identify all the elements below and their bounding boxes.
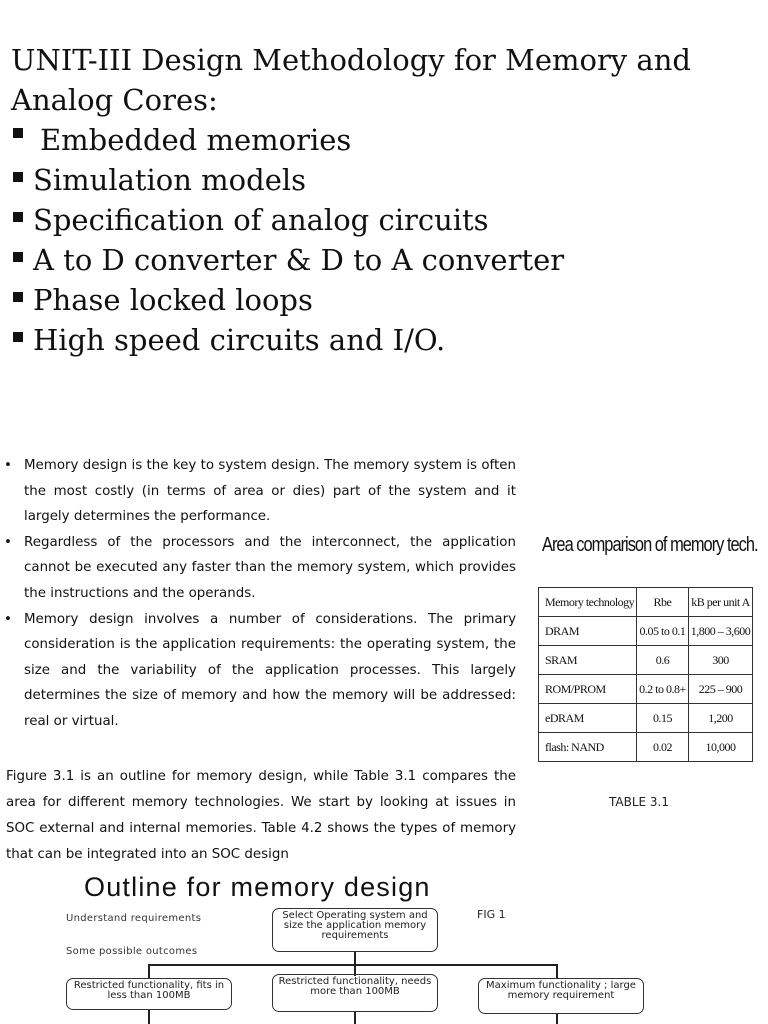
- slide-heading: [11, 40, 711, 360]
- connector-line: [556, 1014, 558, 1024]
- table-title: Area comparison of memory tech.: [542, 534, 758, 556]
- square-bullet-icon: [13, 128, 23, 138]
- memory-design-bullets: [4, 453, 516, 735]
- bullet-item: • Memory design involves a number of considerations. The primary consideration is the application requirements: the operating system, the size and the variability of the application processes. This largely determines the size of memory and how the memory will be addressed: real or virtual.: [4, 607, 516, 735]
- memory-area-table: [538, 587, 753, 762]
- square-bullet-icon: [13, 292, 23, 302]
- table-row: SRAM 0.6 300: [539, 646, 753, 675]
- heading-title: UNIT-III Design Methodology for Memory and Analog Cores:: [11, 43, 691, 117]
- table-row: flash: NAND 0.02 10,000: [539, 733, 753, 762]
- bullet-item: • Memory design is the key to system design. The memory system is often the most costly (in terms of area or dies) part of the system and it largely determines the performance.: [4, 453, 516, 530]
- connector-line: [148, 1010, 150, 1024]
- connector-line: [148, 964, 150, 978]
- topic-item: Specification of analog circuits: [11, 200, 711, 240]
- connector-line: [148, 964, 558, 966]
- table-row: DRAM 0.05 to 0.1 1,800 – 3,600: [539, 617, 753, 646]
- outcome-box-medium: Restricted functionality, needs more than 100MB: [272, 974, 438, 1012]
- table-row: ROM/PROM 0.2 to 0.8+ 225 – 900: [539, 675, 753, 704]
- area-comparison-table-image: [538, 528, 758, 774]
- bullet-dot-icon: •: [4, 458, 12, 473]
- memory-design-outline-figure: [56, 868, 660, 1024]
- table-caption: TABLE 3.1: [609, 795, 670, 809]
- topic-item: High speed circuits and I/O.: [11, 320, 711, 360]
- square-bullet-icon: [13, 332, 23, 342]
- topic-item: Embedded memories: [11, 120, 711, 160]
- square-bullet-icon: [13, 212, 23, 222]
- bullet-dot-icon: •: [4, 534, 12, 550]
- topic-item: Phase locked loops: [11, 280, 711, 320]
- outcome-box-large: Maximum functionality ; large memory requirement: [478, 978, 644, 1014]
- connector-line: [354, 1012, 356, 1024]
- select-os-box: Select Operating system and size the application memory requirements: [272, 908, 438, 952]
- table-header-row: Memory technology Rbe kB per unit A: [539, 588, 753, 617]
- connector-line: [556, 964, 558, 978]
- outcome-box-small: Restricted functionality, fits in less than 100MB: [66, 978, 232, 1010]
- square-bullet-icon: [13, 252, 23, 262]
- intro-paragraph: Figure 3.1 is an outline for memory design, while Table 3.1 compares the area for different memory technologies. We start by looking at issues in SOC external and internal memories. Table 4.2 shows the types of memory that can be integrated into an SOC design: [6, 769, 516, 862]
- topic-item: A to D converter & D to A converter: [11, 240, 711, 280]
- figure-left-label: Understand requirements: [66, 913, 202, 924]
- bullet-dot-icon: •: [4, 611, 12, 627]
- bullet-item: • Regardless of the processors and the interconnect, the application cannot be executed any faster than the memory system, which provides the instructions and the operands.: [4, 530, 516, 607]
- figure-left-label: Some possible outcomes: [66, 946, 198, 957]
- table-row: eDRAM 0.15 1,200: [539, 704, 753, 733]
- topic-list: [11, 120, 711, 360]
- figure-title: Outline for memory design: [84, 872, 431, 902]
- topic-item: Simulation models: [11, 160, 711, 200]
- square-bullet-icon: [13, 172, 23, 182]
- figure-label: FIG 1: [477, 908, 506, 921]
